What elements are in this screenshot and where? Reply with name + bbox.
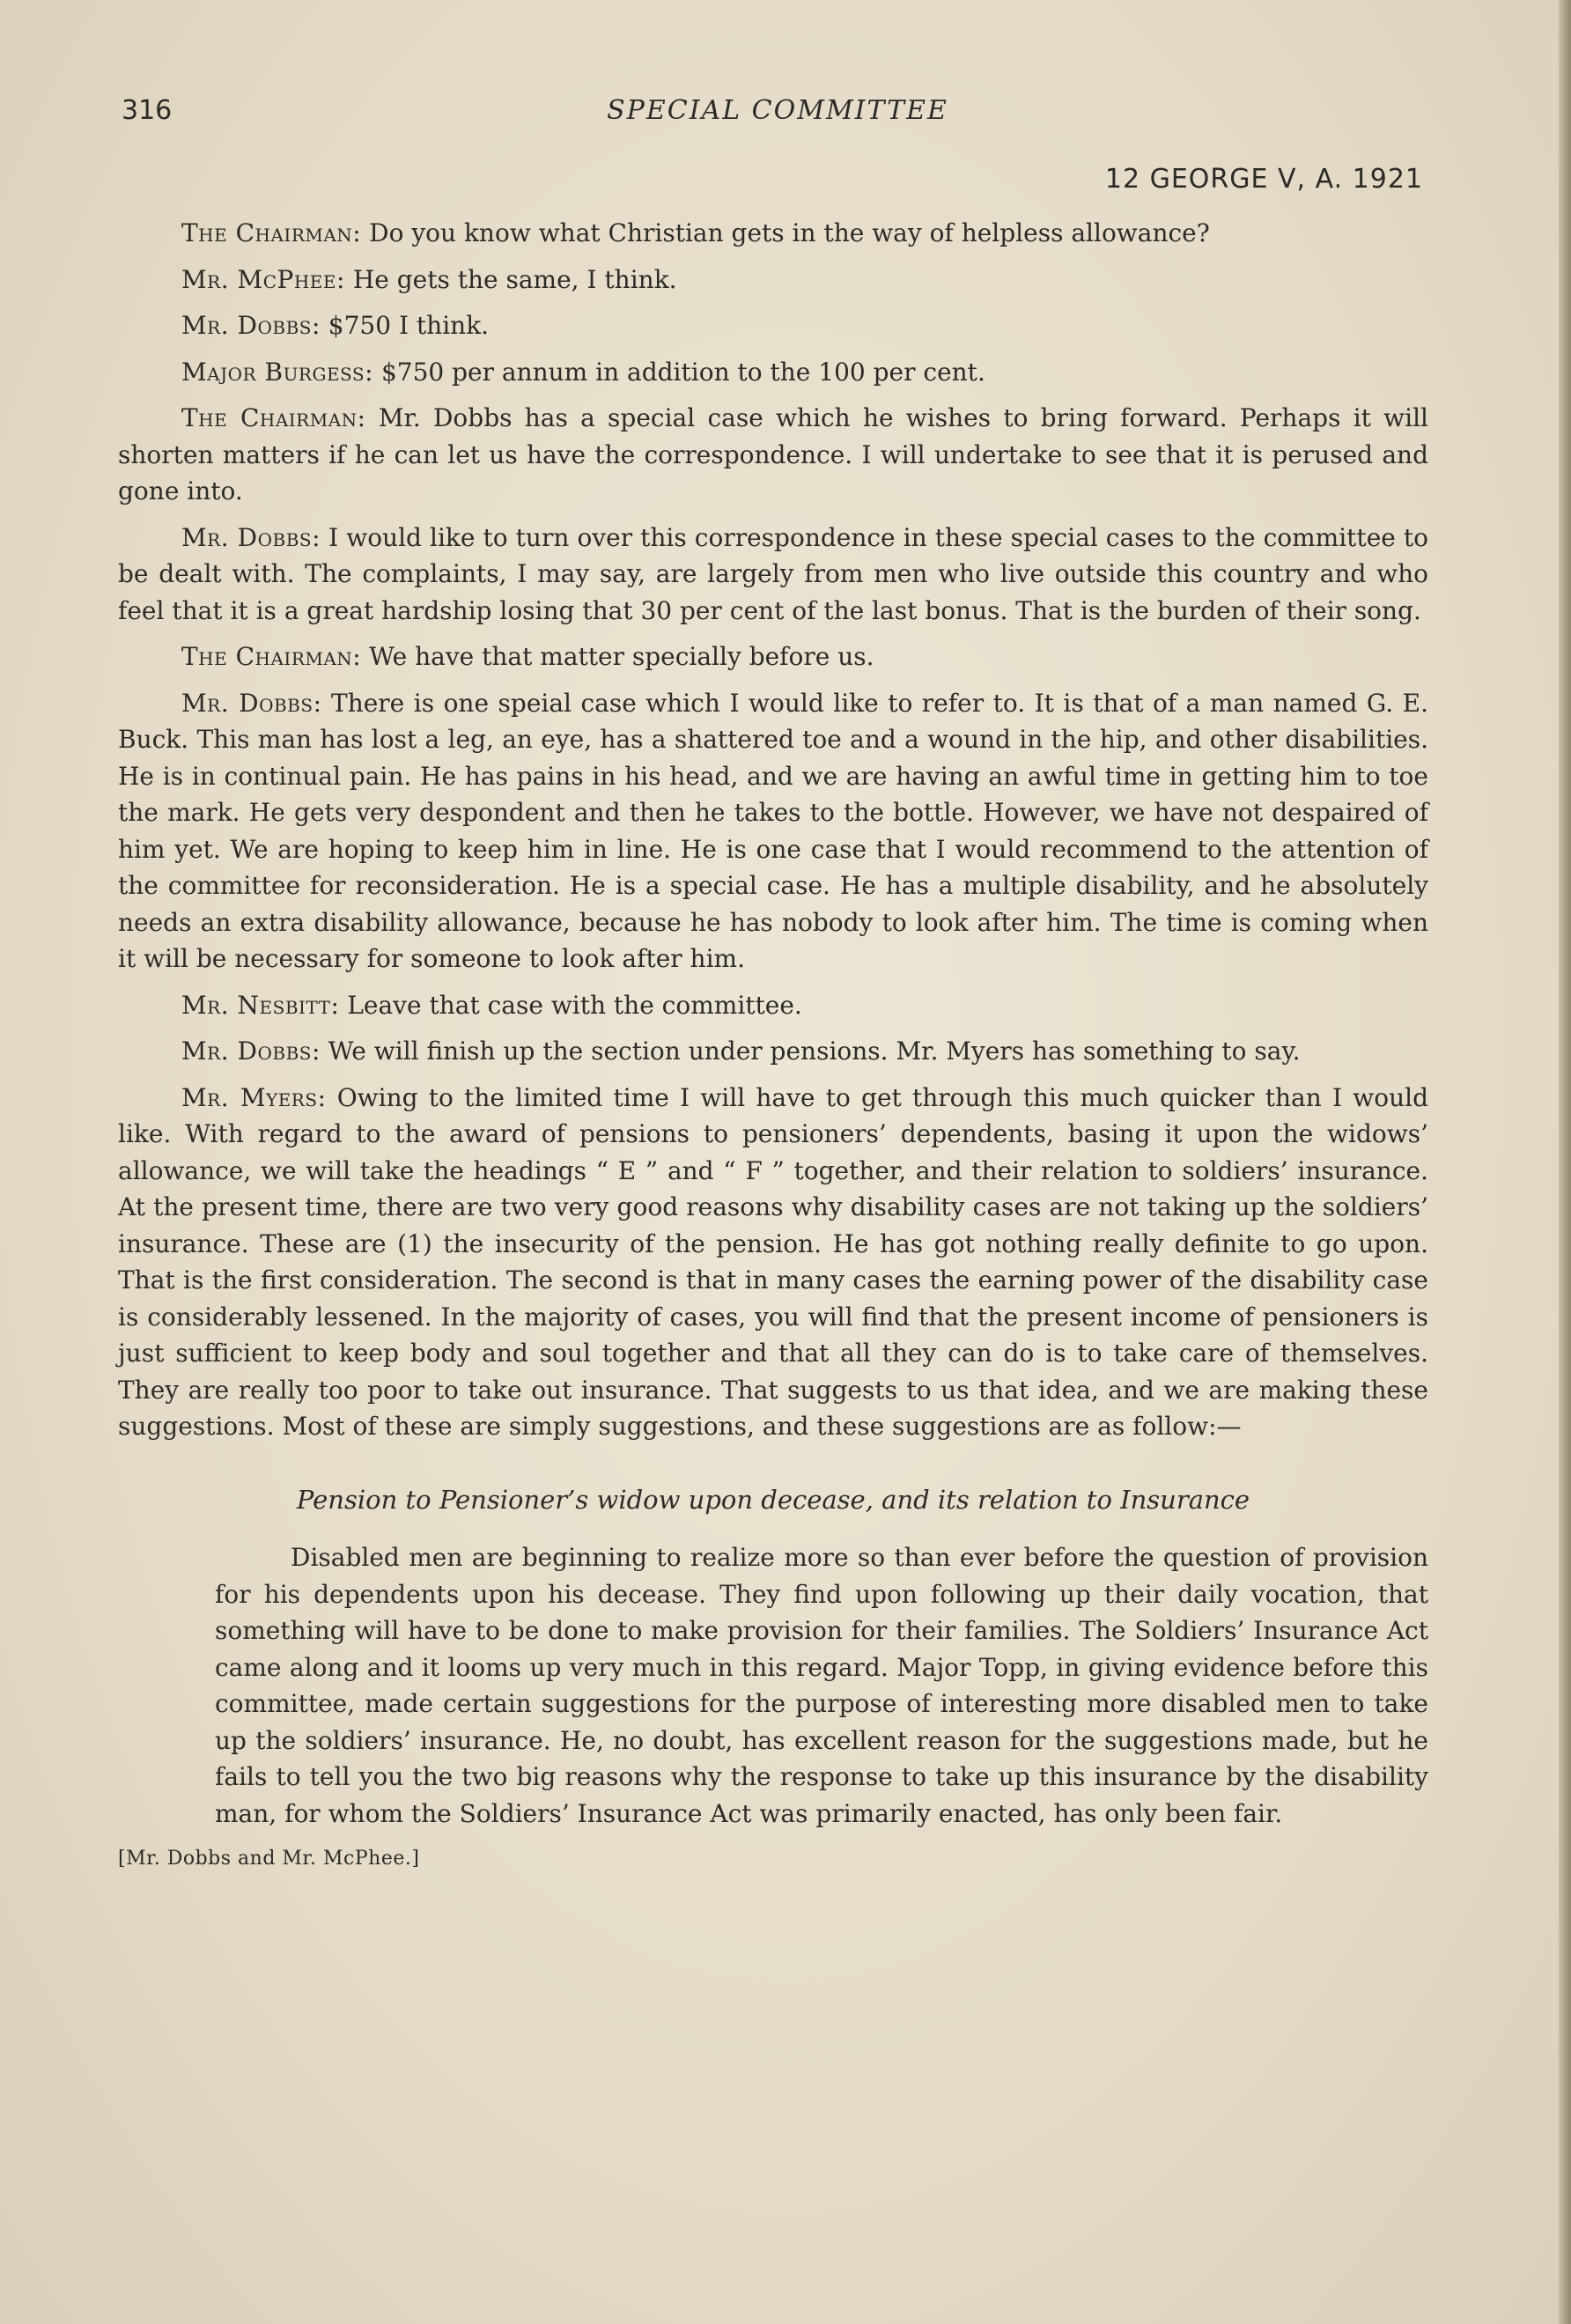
speaker-name: Mr. Nesbitt: [181,990,340,1020]
paragraph-text: $750 I think. [320,311,490,340]
paragraph [118,354,1428,391]
footer-note: [Mr. Dobbs and Mr. McPhee.] [118,1848,420,1870]
speaker-name: The Chairman: [181,642,362,671]
running-title: SPECIAL COMMITTEE [607,95,948,126]
paragraph [118,262,1428,299]
body-text [118,215,1428,1878]
page-number: 316 [122,95,173,126]
paragraph-text: Owing to the limited time I will have to get through this much quicker than I would like. With regard to the award of pensions to pensioners’ dependents, basing it upon the widows’ allowance, we will take the headings “ E ” and “ F ” together, and their relation to soldiers’ insurance. At the present time, there are two very good reasons why disability cases are not taking up the soldiers’ insurance. These are (1) the insecurity of the pension. He has got nothing really definite to go upon. That is the first consideration. The second is that in many cases the earning power of the disability case is considerably lessened. In the majority of cases, you will find that the present income of pensioners is just sufficient to keep body and soul together and that all they can do is to take care of themselves. They are really too poor to take out insurance. That suggests to us that idea, and we are making these suggestions. Most of these are simply suggestions, and these suggestions are as follow:— [118,1082,1428,1441]
paragraph-text: He gets the same, I think. [344,264,677,294]
speaker-name: Mr. McPhee: [181,264,345,294]
page-header [122,95,1434,130]
paragraph [118,215,1428,252]
speaker-name: Mr. Dobbs: [181,522,321,552]
speaker-name: Major Burgess: [181,357,374,387]
speaker-name: Mr. Dobbs: [181,1037,321,1066]
paragraph [118,307,1428,344]
paragraph-text: Leave that case with the committee. [339,990,802,1020]
section-heading: Pension to Pensioner’s widow upon decease, and its relation to Insurance [296,1484,1250,1515]
paragraph-text: Do you know what Christian gets in the way of helpless allowance? [361,218,1210,247]
speaker-name: The Chairman: [181,218,362,247]
paragraph [118,1033,1428,1070]
paragraph [118,685,1428,978]
paragraph-text: We have that matter specially before us. [361,642,874,671]
speaker-name: Mr. Dobbs: [181,688,322,718]
paragraph [118,638,1428,675]
paragraph-text: We will finish up the section under pensions. Mr. Myers has something to say. [320,1037,1301,1066]
paragraph-text: There is one speial case which I would like to refer to. It is that of a man named G. E. Buck. This man has lost a leg, an eye, has a shattered toe and a wound in the hip, and other disabilities. He is in continual pain. He has pains in his head, and we are having an awful time in getting him to toe the mark. He gets very despondent and then he takes to the bottle. However, we have not despaired of him yet. We are hoping to keep him in line. He is one case that I would recommend to the attention of the committee for reconsideration. He is a special case. He has a multiple disability, and he absolutely needs an extra disability allowance, because he has nobody to look after him. The time is coming when it will be necessary for someone to look after him. [118,688,1429,973]
paragraph-text: $750 per annum in addition to the 100 per cent. [373,357,985,387]
paragraph [118,400,1428,510]
speaker-name: The Chairman: [181,403,366,432]
paragraph [118,520,1428,630]
quoted-paragraph: Disabled men are beginning to realize more so than ever before the question of provision for his dependents upon his decease. They find upon following up their daily vocation, that something will have to be done to make provision for their families. The Soldiers’ Insurance Act came along and it looms up very much in this regard. Major Topp, in giving evidence before this committee, made certain suggestions for the purpose of interesting more disabled men to take up the soldiers’ insurance. He, no doubt, has excellent reason for the suggestions made, but he fails to tell you the two big reasons why the response to take up this insurance by the disability man, for whom the Soldiers’ Insurance Act was primarily enacted, has only been fair. [215,1543,1428,1828]
speaker-name: Mr. Myers: [181,1082,327,1112]
paragraph-text: I would like to turn over this correspondence in these special cases to the committee to be dealt with. The complaints, I may say, are largely from men who live outside this country and who feel that it is a great hardship losing that 30 per cent of the last bonus. That is the burden of their song. [118,522,1428,625]
paragraph-text: Mr. Dobbs has a special case which he wishes to bring forward. Perhaps it will shorten matters if he can let us have the correspondence. I will undertake to see that it is perused and gone into. [118,403,1428,505]
session-reference: 12 GEORGE V, A. 1921 [1104,164,1423,195]
paragraph [118,987,1428,1024]
speaker-name: Mr. Dobbs: [181,311,321,340]
paragraph [118,1080,1428,1445]
page-edge-shadow [1559,0,1571,2324]
